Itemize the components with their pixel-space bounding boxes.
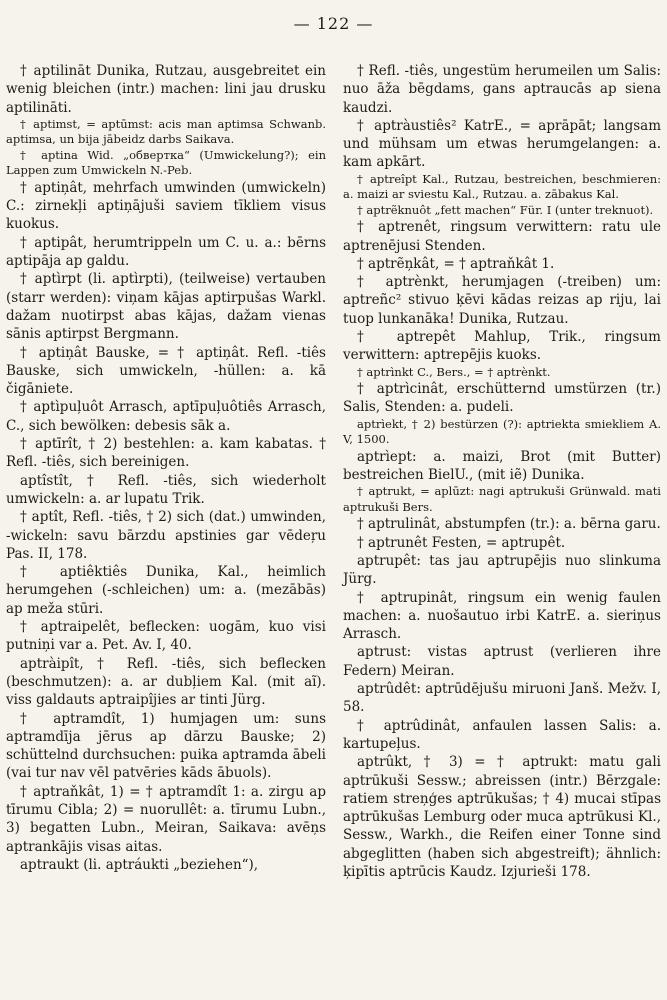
dictionary-entry: † aptrupinât, ringsum ein wenig faulen machen: a. nuošautuo irbi KatrE. a. sieriņus Arrasch.: [343, 589, 661, 643]
dictionary-entry: † aptiêktiês Dunika, Kal., heimlich herumgehen (-schleichen) um: a. (mezābās) ap meža stūri.: [6, 564, 326, 617]
dictionary-entry: † aptrẽņkât, = † aptraňkât 1.: [357, 255, 555, 272]
dictionary-entry: † aptràustiês² KatrE., = aprāpāt; langsam und mühsam um etwas herumgelangen: a. kam apkārt.: [343, 117, 661, 171]
dictionary-entry: † aptīrît, † 2) bestehlen: a. kam kabatas. † Refl. -tiês, sich bereinigen.: [6, 436, 326, 471]
dictionary-entry: † aptraňkât, 1) = † aptramdît 1: a. zirgu ap tīrumu Cibla; 2) = nuorullêt: a. tīrumu Lubn., 3) begatten Lubn., Meiran, Saikava: avēņs aptrankājis visas aitas.: [6, 783, 326, 855]
dictionary-entry: † aptramdît, 1) humjagen um: suns aptramdīja jērus ap dārzu Bauske; 2) schüttelnd durchsuchen: puika aptramda ābeli (vai tur nav vēl patvēries kāds ābuols).: [6, 710, 326, 782]
dictionary-entry: † Refl. -tiês, ungestüm herumeilen um Salis: nuo āža bēgdams, gans aptraucās ap siena kaudzi.: [343, 63, 661, 116]
dictionary-entry: † aptrunêt Festen, = aptrupêt.: [357, 534, 566, 551]
dictionary-entry: aptrust: vistas aptrust (verlieren ihre Federn) Meiran.: [343, 644, 661, 679]
left-column: [6, 62, 326, 874]
dictionary-entry: † aptiņât Bauske, = † aptiņât. Refl. -tiês Bauske, sich umwickeln, -hüllen: a. kā čigāniete.: [6, 344, 326, 398]
dictionary-entry: aptrupêt: tas jau aptrupējis nuo slinkuma Jürg.: [343, 552, 661, 588]
dictionary-entry: † aptrulinât, abstumpfen (tr.): a. bērna garu.: [357, 516, 661, 533]
dictionary-entry: aptrìekt, † 2) bestürzen (?): aptriekta smiekliem A. V, 1500.: [343, 416, 661, 447]
page-number: — 122 —: [293, 14, 374, 33]
dictionary-entry: † aptimst, = aptūmst: acis man aptimsa Schwanb. aptimsa, un bija jābeidz darbs Saikava.: [6, 116, 326, 147]
dictionary-entry: aptrûdêt: aptrūdējušu miruoni Janš. Mežv. I, 58.: [343, 681, 661, 716]
dictionary-entry: † aptina Wid. „обвертка“ (Umwickelung?); ein Lappen zum Umwickeln N.-Peb.: [6, 147, 326, 178]
dictionary-entry: † aptilināt Dunika, Rutzau, ausgebreitet ein wenig bleichen (intr.) machen: lini jau drusku aptilināti.: [6, 63, 326, 116]
dictionary-entry: † aptrìcinât, erschütternd umstürzen (tr.) Salis, Stenden: a. pudeli.: [343, 381, 661, 416]
dictionary-entry: † aptrenêt, ringsum verwittern: ratu ule aptrenējusi Stenden.: [343, 219, 661, 254]
right-column: [343, 62, 661, 881]
dictionary-entry: aptràipît, † Refl. -tiês, sich beflecken (beschmutzen): a. ar dubļiem Kal. (mit aĩ). viss galdauts aptraipîjies ar tinti Jürg.: [6, 655, 326, 709]
dictionary-entry: † aptrẽknuôt „fett machen“ Für. I (unter treknuot).: [357, 202, 654, 217]
dictionary-entry: aptraukt (li. aptráukti „beziehen“),: [20, 856, 259, 873]
dictionary-entry: † aptrìnkt C., Bers., = † aptrènkt.: [357, 364, 551, 379]
dictionary-entry: aptrûkt, † 3) = † aptrukt: matu gali aptrūkuši Sessw.; abreissen (intr.) Bērzgale: ratiem streņģes aptrūkušas; † 4) mucai stīpas aptrūkušas Lemburg oder muca aptrūkusi Kl., Sessw., Warkh., die Reifen einer Tonne sind abgeglitten (haben sich abgestreift); ähnlich: ķipītis aptrūcis Kaudz. Izjurieši 178.: [343, 754, 661, 880]
dictionary-entry: † aptraipelêt, beflecken: uogām, kuo visi putniņi var a. Pet. Av. I, 40.: [6, 619, 326, 654]
dictionary-entry: † aptiņât, mehrfach umwinden (umwickeln) C.: zirnekļi aptiņājuši saviem tīkliem visus kuokus.: [6, 179, 326, 233]
dictionary-entry: aptrìept: a. maizi, Brot (mit Butter) bestreichen BielU., (mit iẽ) Dunika.: [343, 448, 661, 484]
dictionary-entry: † aptrepêt Mahlup, Trik., ringsum verwittern: aptrepējis kuoks.: [343, 329, 661, 364]
dictionary-entry: † aptrukt, = aplūzt: nagi aptrukuši Grünwald. mati aptrukuši Bers.: [343, 484, 661, 514]
dictionary-entry: † aptreîpt Kal., Rutzau, bestreichen, beschmieren: a. maizi ar sviestu Kal., Rutzau. a. zābakus Kal.: [343, 171, 661, 202]
dictionary-entry: † aptrènkt, herumjagen (-treiben) um: aptreñc² stivuo ķēvi kādas reizas ap riju, lai tuop lunkanāka! Dunika, Rutzau.: [343, 274, 661, 327]
dictionary-entry: † aptît, Refl. -tiês, † 2) sich (dat.) umwinden, -wickeln: savu bārzdu apstinies gar vēdeŗu Pas. II, 178.: [6, 509, 326, 562]
dictionary-entry: † aptrûdinât, anfaulen lassen Salis: a. kartupeļus.: [343, 717, 661, 752]
dictionary-entry: † aptìrpt (li. aptìrpti), (teilweise) vertauben (starr werden): viņam kājas aptirpušas Warkl. dažam nuotirpst abas kājas, dažam vienas sānis aptirpst Bergmann.: [6, 271, 326, 343]
dictionary-entry: † aptipât, herumtrippeln um C. u. a.: bērns aptipāja ap galdu.: [6, 234, 326, 270]
dictionary-entry: † aptìpuļuôt Arrasch, aptīpuļuôtiês Arrasch, C., sich bewölken: debesis sāk a.: [6, 399, 326, 434]
dictionary-entry: aptîstît, † Refl. -tiês, sich wiederholt umwickeln: a. ar lupatu Trik.: [6, 472, 326, 507]
